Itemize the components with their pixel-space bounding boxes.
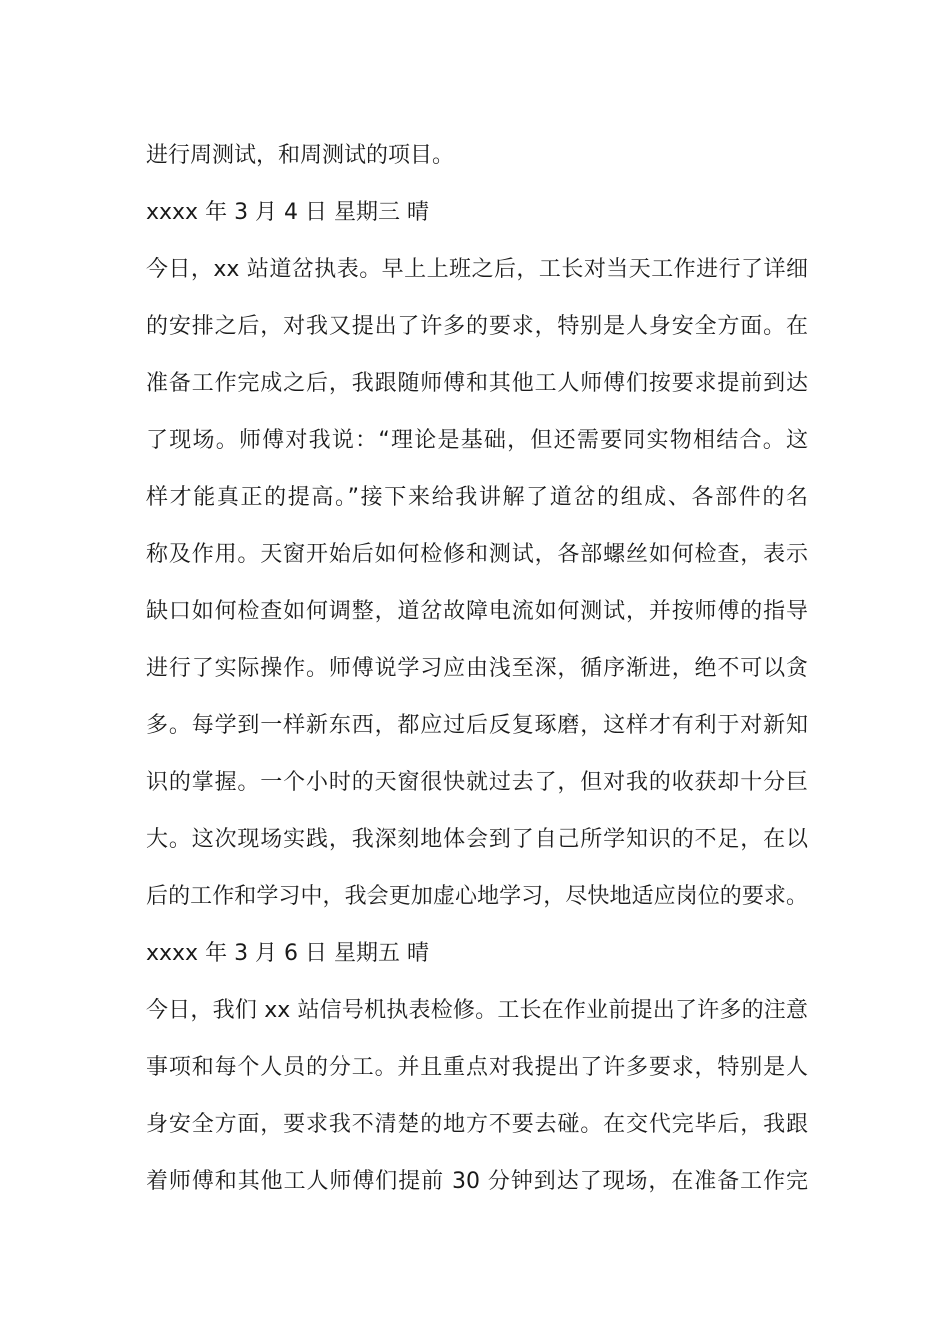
paragraph-line: 缺口如何检查如何调整，道岔故障电流如何测试，并按师傅的指导 bbox=[146, 599, 808, 624]
paragraph-line: 事项和每个人员的分工。并且重点对我提出了许多要求，特别是人 bbox=[146, 1055, 808, 1080]
paragraph-line: 多。每学到一样新东西，都应过后反复琢磨，这样才有利于对新知 bbox=[146, 713, 808, 738]
paragraph-line: 后的工作和学习中，我会更加虚心地学习，尽快地适应岗位的要求。 bbox=[146, 884, 808, 909]
paragraph-line: 样才能真正的提高。”接下来给我讲解了道岔的组成、各部件的名 bbox=[146, 485, 808, 510]
paragraph-line: 进行了实际操作。师傅说学习应由浅至深，循序渐进，绝不可以贪 bbox=[146, 656, 808, 681]
diary-date-heading: xxxx 年 3 月 4 日 星期三 晴 bbox=[146, 200, 430, 225]
paragraph-line: 今日，xx 站道岔执表。早上上班之后，工长对当天工作进行了详细 bbox=[146, 257, 808, 282]
paragraph-line: 今日，我们 xx 站信号机执表检修。工长在作业前提出了许多的注意 bbox=[146, 998, 808, 1023]
paragraph-line: 大。这次现场实践，我深刻地体会到了自己所学知识的不足，在以 bbox=[146, 827, 808, 852]
paragraph-line: 了现场。师傅对我说：“理论是基础，但还需要同实物相结合。这 bbox=[146, 428, 808, 453]
paragraph-line: 进行周测试，和周测试的项目。 bbox=[146, 143, 455, 168]
document-body bbox=[146, 127, 808, 1210]
paragraph-line: 着师傅和其他工人师傅们提前 30 分钟到达了现场，在准备工作完 bbox=[146, 1169, 808, 1194]
paragraph-line: 的安排之后，对我又提出了许多的要求，特别是人身安全方面。在 bbox=[146, 314, 808, 339]
paragraph-line: 识的掌握。一个小时的天窗很快就过去了，但对我的收获却十分巨 bbox=[146, 770, 808, 795]
paragraph-line: 准备工作完成之后，我跟随师傅和其他工人师傅们按要求提前到达 bbox=[146, 371, 808, 396]
paragraph-line: 身安全方面，要求我不清楚的地方不要去碰。在交代完毕后，我跟 bbox=[146, 1112, 808, 1137]
diary-date-heading: xxxx 年 3 月 6 日 星期五 晴 bbox=[146, 941, 430, 966]
paragraph-line: 称及作用。天窗开始后如何检修和测试，各部螺丝如何检查，表示 bbox=[146, 542, 808, 567]
